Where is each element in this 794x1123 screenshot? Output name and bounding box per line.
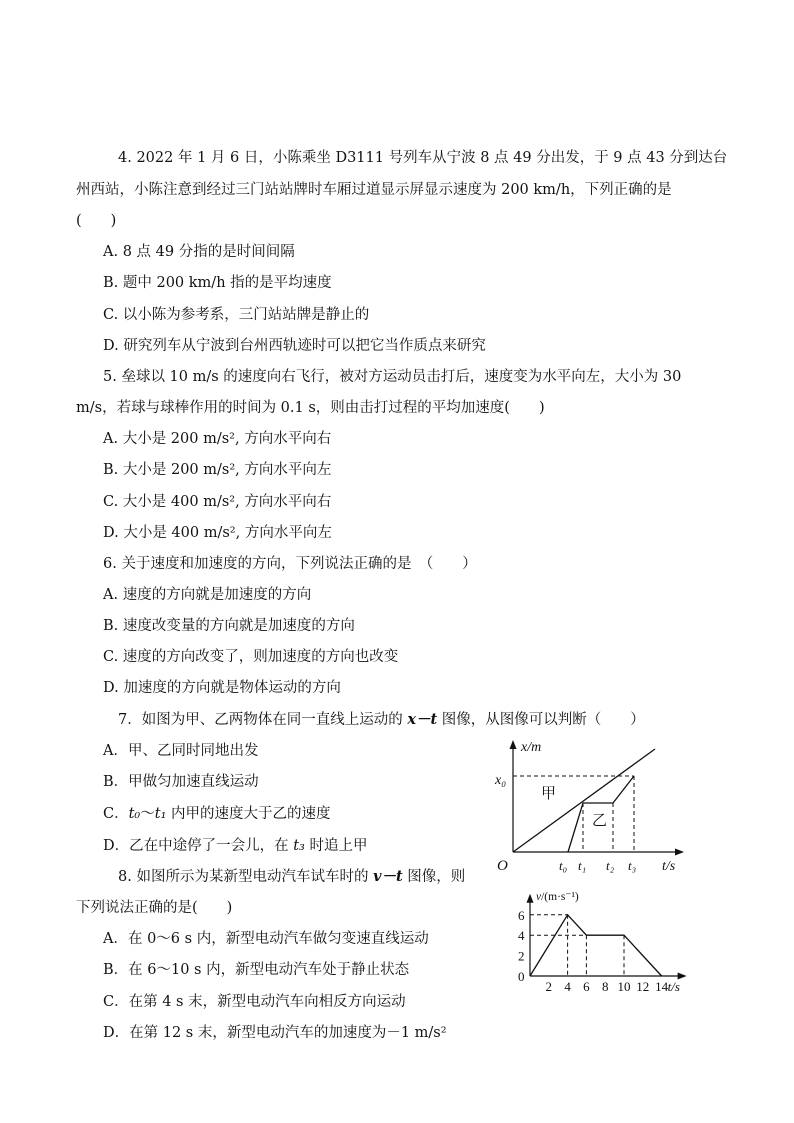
q8-option-d: D．在第 12 s 末，新型电动汽车的加速度为－1 m/s² — [103, 1025, 447, 1041]
q7-xt-figure — [490, 735, 700, 874]
q8-option-c: C．在第 4 s 末，新型电动汽车向相反方向运动 — [103, 994, 406, 1010]
q5-option-b: B. 大小是 200 m/s², 方向水平向左 — [103, 462, 332, 478]
q4-line-2: 州西站，小陈注意到经过三门站站牌时车厢过道显示屏显示速度为 200 km/h，下列正确的是 — [76, 182, 672, 198]
q6-option-b: B. 速度改变量的方向就是加速度的方向 — [103, 618, 355, 634]
vt-y-tick-label: 4 — [518, 928, 525, 944]
vt-y-tick-label: 6 — [518, 907, 525, 923]
q7-option-d-text: 时追上甲 — [304, 838, 368, 854]
q8-line-2: 下列说法正确的是( ) — [76, 900, 233, 916]
xt-x0-label: x₀ — [495, 773, 507, 788]
vt-x-tick-label: 8 — [601, 979, 609, 994]
xt-y-label: x/m — [521, 740, 542, 755]
xt-yi-label: 乙 — [592, 813, 608, 829]
q4-line-3: ( ) — [76, 213, 117, 229]
vt-x-tick-label: 10 — [617, 979, 631, 994]
vt-y-tick-label: 2 — [518, 948, 525, 964]
q5-option-a: A. 大小是 200 m/s², 方向水平向右 — [103, 431, 332, 447]
q5-option-d: D. 大小是 400 m/s², 方向水平向左 — [103, 525, 332, 541]
xt-tick-t1: t₁ — [578, 858, 587, 873]
vt-y-tick-label: 0 — [518, 969, 525, 984]
q4-option-a: A. 8 点 49 分指的是时间间隔 — [103, 244, 295, 260]
vt-x-tick-label: 6 — [583, 979, 590, 994]
xt-y-arrow — [510, 740, 517, 749]
xt-jia-label: 甲 — [541, 786, 557, 802]
xt-tick-t3: t₃ — [628, 858, 637, 873]
q7-line-1 — [118, 710, 645, 730]
q8-option-b: B．在 6～10 s 内，新型电动汽车处于静止状态 — [103, 962, 410, 978]
q7-option-d — [103, 836, 367, 856]
xt-x-arrow — [675, 849, 684, 856]
q7-option-d-prefix: D．乙在中途停了一会儿，在 — [103, 838, 294, 854]
q8-var-vt: v－t — [373, 868, 403, 885]
xt-x-label: t/s — [662, 859, 676, 874]
vt-x-tick-label: 2 — [545, 979, 553, 994]
q7-option-c-text: 内甲的速度大于乙的速度 — [166, 806, 331, 822]
vt-x-tick-label: 12 — [636, 979, 650, 994]
vt-series-line — [530, 915, 662, 976]
q4-option-c: C. 以小陈为参考系，三门站站牌是静止的 — [103, 307, 370, 323]
q7-option-c-prefix: C． — [103, 806, 129, 822]
q7-option-b: B．甲做匀加速直线运动 — [103, 774, 259, 790]
q4-option-b: B. 题中 200 km/h 指的是平均速度 — [103, 275, 332, 291]
q4-line-1: 4. 2022 年 1 月 6 日，小陈乘坐 D3111 号列车从宁波 8 点 49 分出发，于 9 点 43 分到达台 — [118, 150, 728, 166]
q5-option-c: C. 大小是 400 m/s², 方向水平向右 — [103, 494, 332, 510]
q7-option-c-tilde: ～ — [140, 806, 155, 822]
q7-option-a: A．甲、乙同时同地出发 — [103, 743, 259, 759]
q6-line-1: 6. 关于速度和加速度的方向，下列说法正确的是 （ ） — [103, 556, 477, 572]
q8-text-post: 图像，则 — [402, 869, 466, 885]
xt-tick-t2: t₂ — [606, 858, 615, 873]
q5-line-2: m/s，若球与球棒作用的时间为 0.1 s，则由击打过程的平均加速度( ) — [76, 400, 545, 416]
q6-option-c: C. 速度的方向改变了，则加速度的方向也改变 — [103, 649, 399, 665]
q8-text-pre: 8. 如图所示为某新型电动汽车试车时的 — [118, 869, 374, 885]
q7-option-d-t3: t₃ — [293, 838, 305, 854]
q8-vt-chart — [500, 888, 700, 993]
q7-text-pre: 7．如图为甲、乙两物体在同一直线上运动的 — [118, 712, 408, 728]
q4-option-d: D. 研究列车从宁波到台州西轨迹时可以把它当作质点来研究 — [103, 338, 486, 354]
vt-x-tick-label: 14 — [655, 979, 669, 994]
xt-origin: O — [497, 858, 508, 874]
q8-option-a: A．在 0～6 s 内，新型电动汽车做匀变速直线运动 — [103, 931, 429, 947]
q7-var-xt: x－t — [407, 711, 438, 728]
q7-text-post: 图像，从图像可以判断（ ） — [437, 712, 645, 728]
vt-x-tick-label: 4 — [564, 979, 571, 994]
q7-option-c — [103, 804, 331, 824]
q8-line-1 — [118, 867, 465, 887]
q7-option-c-t1: t₁ — [154, 806, 167, 822]
xt-tick-t0: t₀ — [559, 858, 568, 873]
q6-option-d: D. 加速度的方向就是物体运动的方向 — [103, 680, 341, 696]
q6-option-a: A. 速度的方向就是加速度的方向 — [103, 587, 312, 603]
q5-line-1: 5. 垒球以 10 m/s 的速度向右飞行，被对方运动员击打后，速度变为水平向左，大小为 30 — [103, 369, 682, 385]
vt-y-arrow — [527, 894, 534, 903]
q7-option-c-t0: t₀ — [128, 806, 141, 822]
vt-x-axis-label: t/s — [667, 979, 680, 994]
vt-y-axis-label: v/(m·s⁻¹) — [536, 890, 579, 903]
